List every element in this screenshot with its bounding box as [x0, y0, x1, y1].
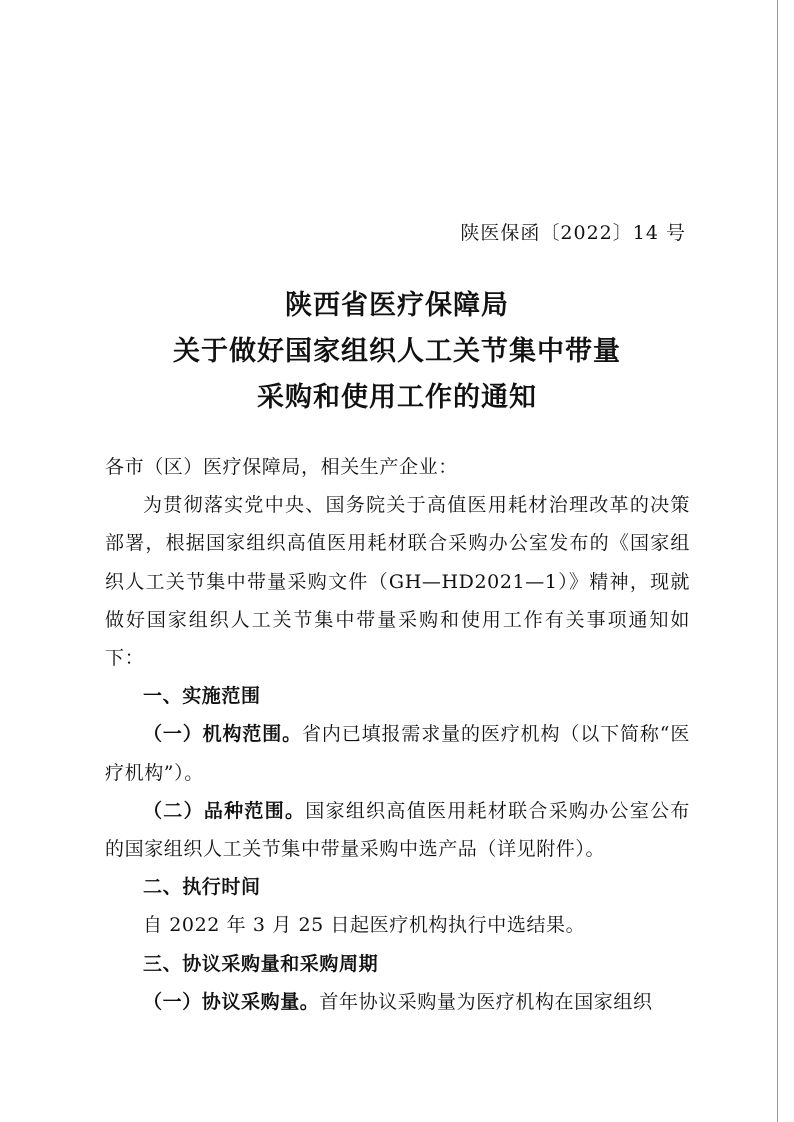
section-1-item-1-text: 省内已填报需求量的医疗机构（以下简称“医疗机构”）。	[105, 723, 690, 784]
document-title	[0, 283, 794, 421]
title-line-2: 关于做好国家组织人工关节集中带量	[173, 336, 621, 367]
section-3-item-1	[105, 983, 690, 1021]
section-2-heading: 二、执行时间	[143, 876, 261, 899]
title-line-3: 采购和使用工作的通知	[257, 382, 537, 413]
section-1-heading: 一、实施范围	[143, 685, 261, 708]
section-3-heading: 三、协议采购量和采购周期	[143, 952, 379, 975]
section-2-text: 自 2022 年 3 月 25 日起医疗机构执行中选结果。	[143, 914, 586, 937]
section-3-item-1-label: （一）协议采购量。	[143, 990, 320, 1013]
section-1-item-2-label: （二）品种范围。	[143, 799, 306, 822]
section-3-item-1-text: 首年协议采购量为医疗机构在国家组织	[319, 990, 653, 1013]
section-1-item-1	[105, 715, 690, 791]
intro-paragraph: 为贯彻落实党中央、国务院关于高值医用耗材治理改革的决策部署，根据国家组织高值医用耗材联合采购办公室发布的《国家组织人工关节集中带量采购文件（GH—HD2021—1）》精神，现就做好国家组织人工关节集中带量采购和使用工作有关事项通知如下：	[105, 494, 690, 670]
title-line-1: 陕西省医疗保障局	[285, 290, 509, 321]
scan-edge-line	[777, 0, 778, 1122]
section-1-item-2	[105, 792, 690, 868]
document-number: 陕医保函〔2022〕14 号	[460, 222, 686, 244]
section-1-item-1-label: （一）机构范围。	[143, 723, 303, 746]
section-1-item-2-text: 国家组织高值医用耗材联合采购办公室公布的国家组织人工关节集中带量采购中选产品（详见附件）。	[105, 799, 690, 861]
salutation: 各市（区）医疗保障局，相关生产企业：	[105, 456, 458, 478]
document-body	[105, 448, 690, 1021]
